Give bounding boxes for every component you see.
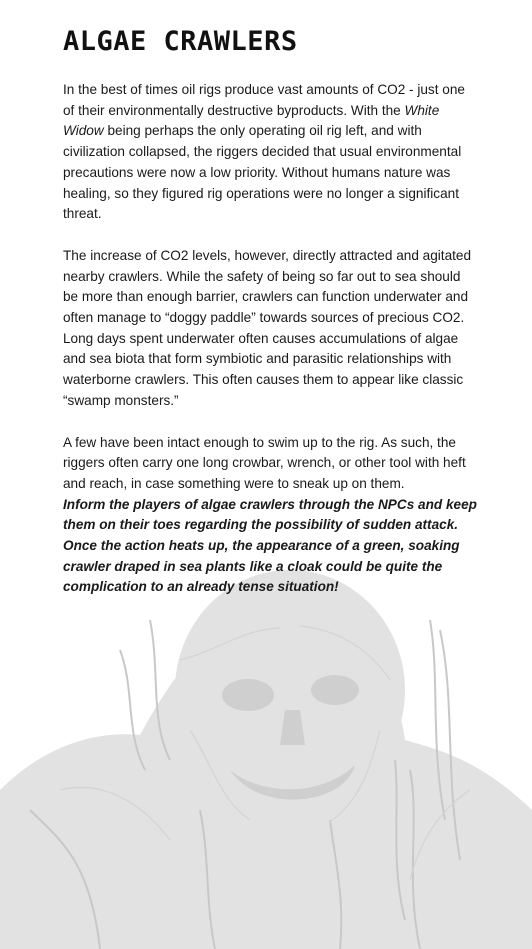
paragraph-1-text-a: In the best of times oil rigs produce vast amounts of CO2 - just one of their environmentally destructive byproducts. With the — [63, 82, 465, 118]
gm-callout: Inform the players of algae crawlers through the NPCs and keep them on their toes regarding the possibility of sudden attack. Once the action heats up, the appearance of a green, soaking crawler draped in sea plants like a cloak could be quite the complication to an already tense situation! — [63, 496, 477, 595]
article — [63, 26, 478, 598]
paragraph-3 — [63, 433, 478, 599]
algae-crawler-illustration — [0, 560, 532, 949]
rig-name: White Widow — [63, 102, 440, 139]
paragraph-1-text-b: being perhaps the only operating oil rig left, and with civilization collapsed, the riggers decided that usual environmental precautions were now a low priority. Without humans nature was healing, so they figured rig operations were no longer a significant threat. — [63, 123, 462, 222]
paragraph-2: The increase of CO2 levels, however, directly attracted and agitated nearby crawlers. While the safety of being so far out to sea should be more than enough barrier, crawlers can function underwater and often manage to “doggy paddle” towards sources of precious CO2. Long days spent underwater often causes accumulations of algae and sea biota that form symbiotic and parasitic relationships with waterborne crawlers. This often causes them to appear like classic “swamp monsters.” — [63, 247, 472, 408]
paragraph-1 — [63, 80, 478, 225]
page-title: ALGAE CRAWLERS — [63, 26, 298, 57]
paragraph-3-text: A few have been intact enough to swim up to the rig. As such, the riggers often carry one long crowbar, wrench, or other tool with heft and reach, in case something were to sneak up on them. — [63, 434, 466, 491]
